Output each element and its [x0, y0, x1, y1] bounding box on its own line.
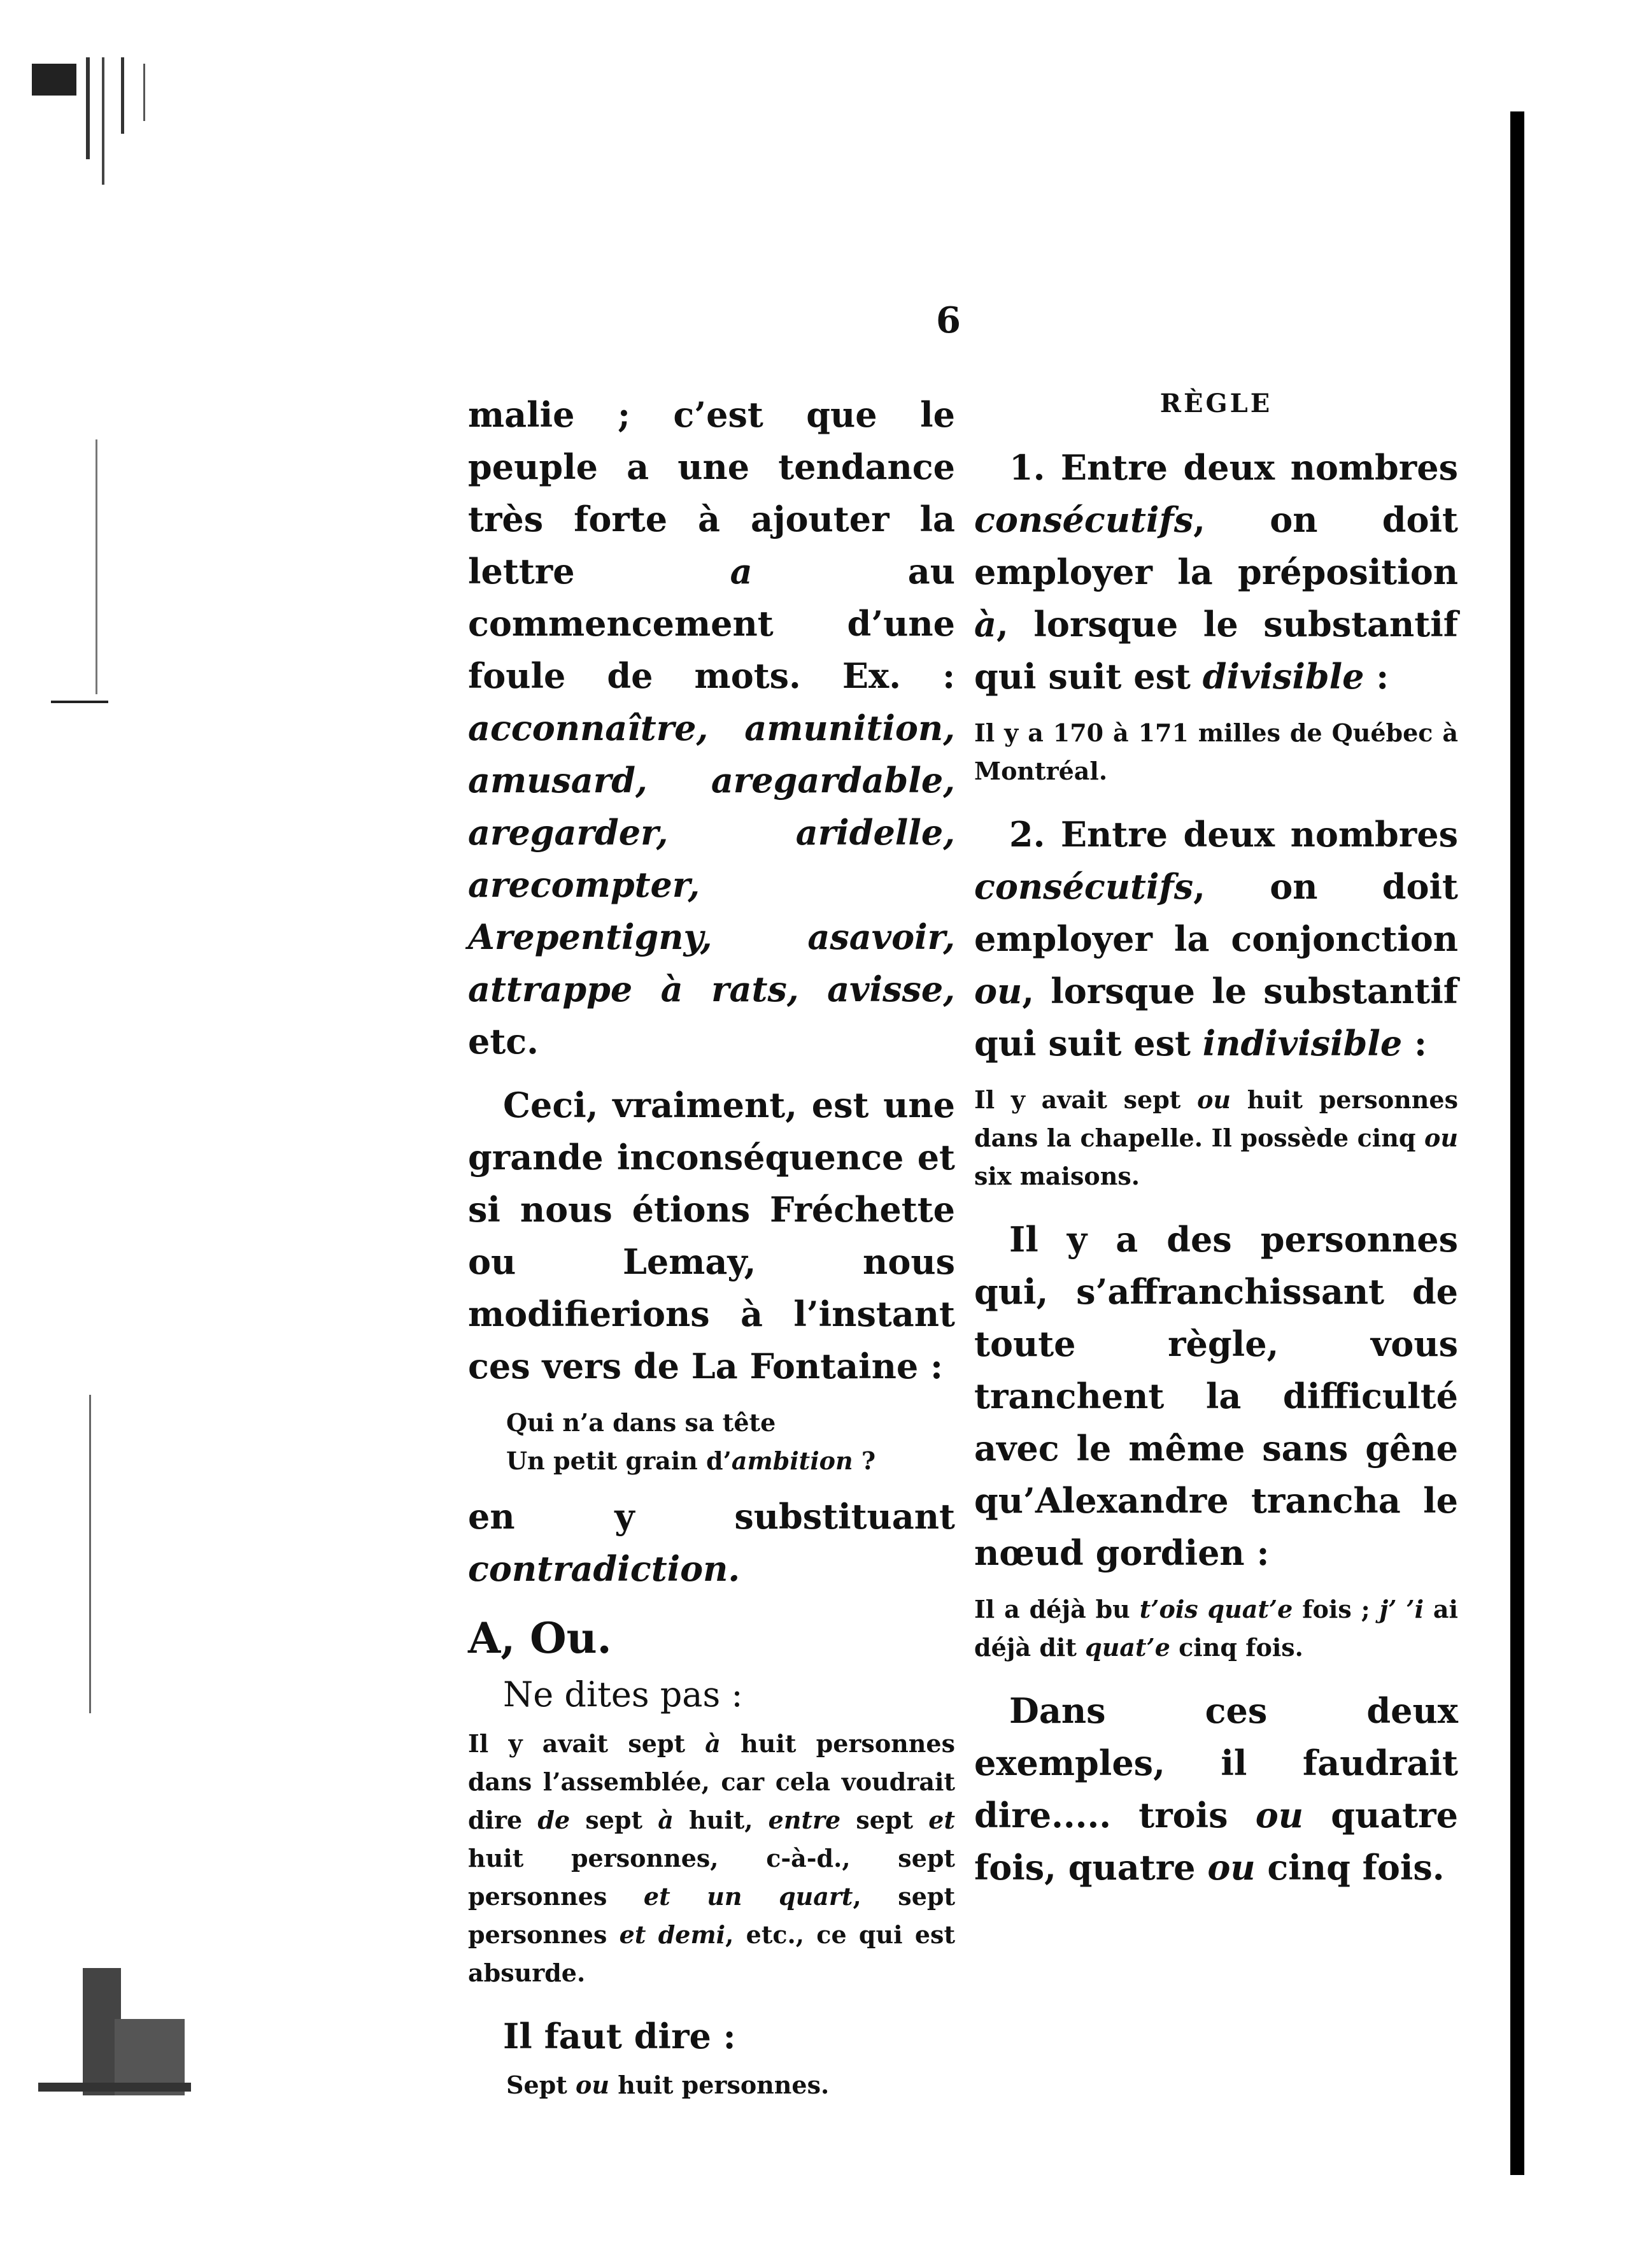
example-rule-1: Il y a 170 à 171 milles de Québec à Montréal.: [974, 718, 1458, 785]
example-correct: Sept ou huit personnes.: [506, 2071, 830, 2099]
poem-line-1: Qui n’a dans sa tête: [506, 1408, 776, 1437]
poem-quote: [506, 1404, 955, 1480]
poem-line-2: Un petit grain d’ambition ?: [506, 1446, 876, 1475]
scan-edge-marks: [25, 57, 191, 2159]
example-dialect: Il a déjà bu t’ois quat’e fois ; j’ ’i ai déjà dit quat’e cinq fois.: [974, 1595, 1458, 1662]
rule-1: 1. Entre deux nombres consécutifs, on doit employer la préposition à, lorsque le substantif qui suit est divisible :: [974, 447, 1458, 697]
example-rule-2: Il y avait sept ou huit personnes dans la chapelle. Il possède cinq ou six maisons.: [974, 1085, 1458, 1190]
example-incorrect: Il y avait sept à huit personnes dans l’assemblée, car cela voudrait dire de sept à huit, entre sept et huit personnes, c-à-d., sept personnes et un quart, sept personnes et demi, etc., ce qui est absurde.: [468, 1729, 956, 1987]
rule-title: RÈGLE: [1159, 389, 1273, 418]
paragraph-substituant: en y substituant contradiction.: [468, 1496, 955, 1589]
paragraph-ceci: Ceci, vraiment, est une grande inconséquence et si nous étions Fréchette ou Lemay, nous modifierions à l’instant ces vers de La Fontaine :: [468, 1085, 955, 1387]
left-column: [468, 389, 955, 2122]
page-number: 6: [936, 299, 961, 341]
paragraph-personnes: Il y a des personnes qui, s’affranchissant de toute règle, vous tranchent la difficulté avec le même sans gêne qu’Alexandre trancha le nœud gordien :: [974, 1219, 1458, 1573]
right-column: [974, 389, 1458, 1905]
il-faut-dire: Il faut dire :: [503, 2016, 736, 2057]
section-heading: A, Ou.: [468, 1613, 612, 1663]
page-edge-bar: [1510, 111, 1524, 2175]
ne-dites-pas: Ne dites pas :: [503, 1674, 743, 1715]
paragraph-malie: malie ; c’est que le peuple a une tendance très forte à ajouter la lettre a au commencement d’une foule de mots. Ex. : acconnaître, amunition, amusard, aregardable, aregarder, aridelle, arecompter, Arepentigny, asavoir, attrappe à rats, avisse, etc.: [468, 394, 955, 1062]
paragraph-conclusion: Dans ces deux exemples, il faudrait dire..... trois ou quatre fois, quatre ou cinq fois.: [974, 1690, 1458, 1888]
rule-2: 2. Entre deux nombres consécutifs, on doit employer la conjonction ou, lorsque le substantif qui suit est indivisible :: [974, 814, 1458, 1064]
